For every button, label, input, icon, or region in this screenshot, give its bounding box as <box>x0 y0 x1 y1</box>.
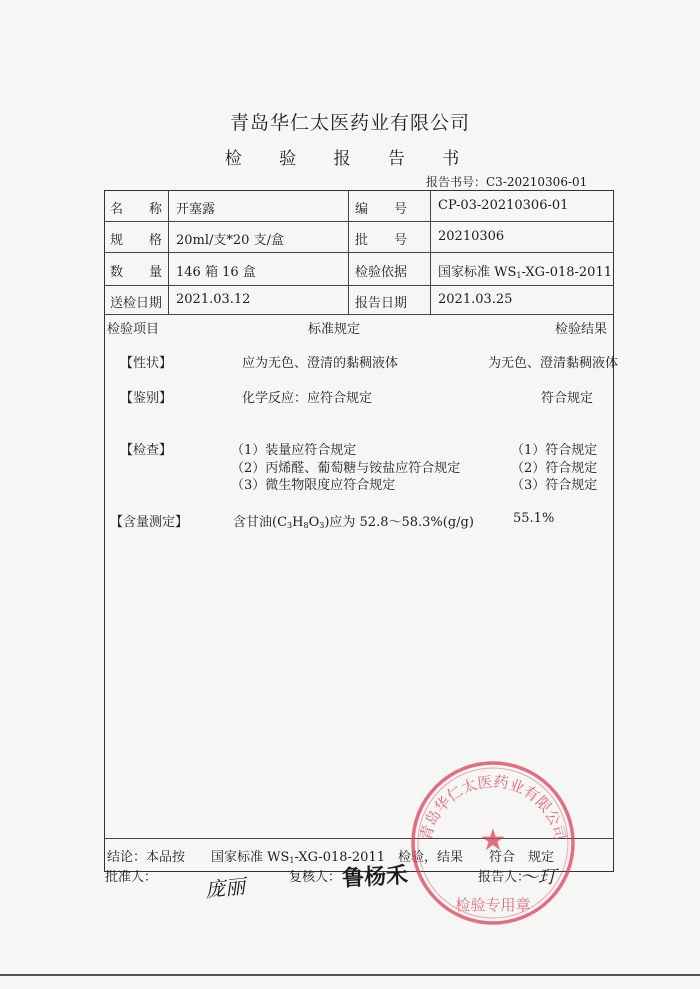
test-identification-result: 符合规定 <box>541 391 594 406</box>
document-title: 检 验 报 告 书 <box>224 149 476 169</box>
test-appearance-result: 为无色、澄清黏稠液体 <box>488 356 619 371</box>
test-assay-result: 55.1% <box>513 511 555 526</box>
value-quantity: 146 箱 16 盒 <box>176 265 256 280</box>
test-appearance-standard: 应为无色、澄清的黏稠液体 <box>242 356 399 371</box>
company-name: 青岛华仁太医药业有限公司 <box>229 112 470 134</box>
label-quantity: 数 量 <box>110 265 163 280</box>
test-inspection-result-3: （3）符合规定 <box>511 478 598 493</box>
stamp-text: 青岛华仁太医药业有限公司 <box>416 772 570 843</box>
test-inspection-standard-3: （3）微生物限度应符合规定 <box>231 478 396 493</box>
test-assay-standard: 含甘油$(C_3H_8O_3)$应为 52.8～58.3%(g/g) <box>233 515 474 530</box>
row-divider <box>104 285 614 286</box>
col-header-standard: 标准规定 <box>308 322 361 337</box>
conclusion: 结论：本品按 国家标准 $WS_1-XG-018-2011$ 检验，结果 符合 规定 <box>107 850 554 865</box>
col-header-item: 检验项目 <box>107 322 160 337</box>
stamp-bottom-text: 检验专用章 <box>455 896 531 914</box>
test-identification-label: 【鉴别】 <box>120 391 173 406</box>
value-submit-date: 2021.03.12 <box>176 292 251 307</box>
label-report-date: 报告日期 <box>355 296 408 311</box>
test-identification-standard: 化学反应：应符合规定 <box>242 391 373 406</box>
test-inspection-standard-1: （1）装量应符合规定 <box>231 443 357 458</box>
test-appearance-label: 【性状】 <box>120 356 173 371</box>
value-report-date: 2021.03.25 <box>438 292 513 307</box>
svg-text:★: ★ <box>479 823 507 858</box>
page-bottom-border <box>0 974 700 976</box>
report-number: 报告书号：C3-20210306-01 <box>426 175 588 189</box>
col-divider <box>348 190 349 314</box>
label-batch: 批 号 <box>355 233 408 248</box>
test-inspection-standard-2: （2）丙烯醛、葡萄糖与铵盐应符合规定 <box>231 461 461 476</box>
row-divider <box>104 314 614 315</box>
test-assay-label: 【含量测定】 <box>110 515 189 530</box>
value-code: CP-03-20210306-01 <box>438 198 569 213</box>
reviewer-label: 复核人： <box>289 870 342 885</box>
label-submit-date: 送检日期 <box>110 296 163 311</box>
value-basis: 国家标准 $WS_1-XG-018-2011$ <box>438 265 612 280</box>
reviewer-signature: 鲁杨禾 <box>341 862 409 892</box>
inspection-seal-stamp <box>408 758 578 928</box>
test-inspection-result-2: （2）符合规定 <box>511 461 598 476</box>
label-code: 编 号 <box>355 202 408 217</box>
col-header-result: 检验结果 <box>555 322 608 337</box>
col-divider <box>168 190 169 314</box>
approver-label: 批准人： <box>105 870 158 885</box>
test-inspection-result-1: （1）符合规定 <box>511 443 598 458</box>
row-divider <box>104 221 614 222</box>
reporter-label: 报告人： <box>478 870 531 885</box>
label-spec: 规 格 <box>110 233 163 248</box>
approver-signature: 庞丽 <box>204 873 247 903</box>
value-name: 开塞露 <box>176 202 216 217</box>
label-name: 名 称 <box>110 202 163 217</box>
row-divider <box>104 252 614 253</box>
reporter-signature: ～玎 <box>520 867 556 888</box>
test-inspection-label: 【检查】 <box>120 443 173 458</box>
value-batch: 20210306 <box>438 229 505 244</box>
value-spec: 20ml/支*20 支/盒 <box>176 233 284 248</box>
col-divider <box>430 190 431 314</box>
label-basis: 检验依据 <box>355 265 408 280</box>
